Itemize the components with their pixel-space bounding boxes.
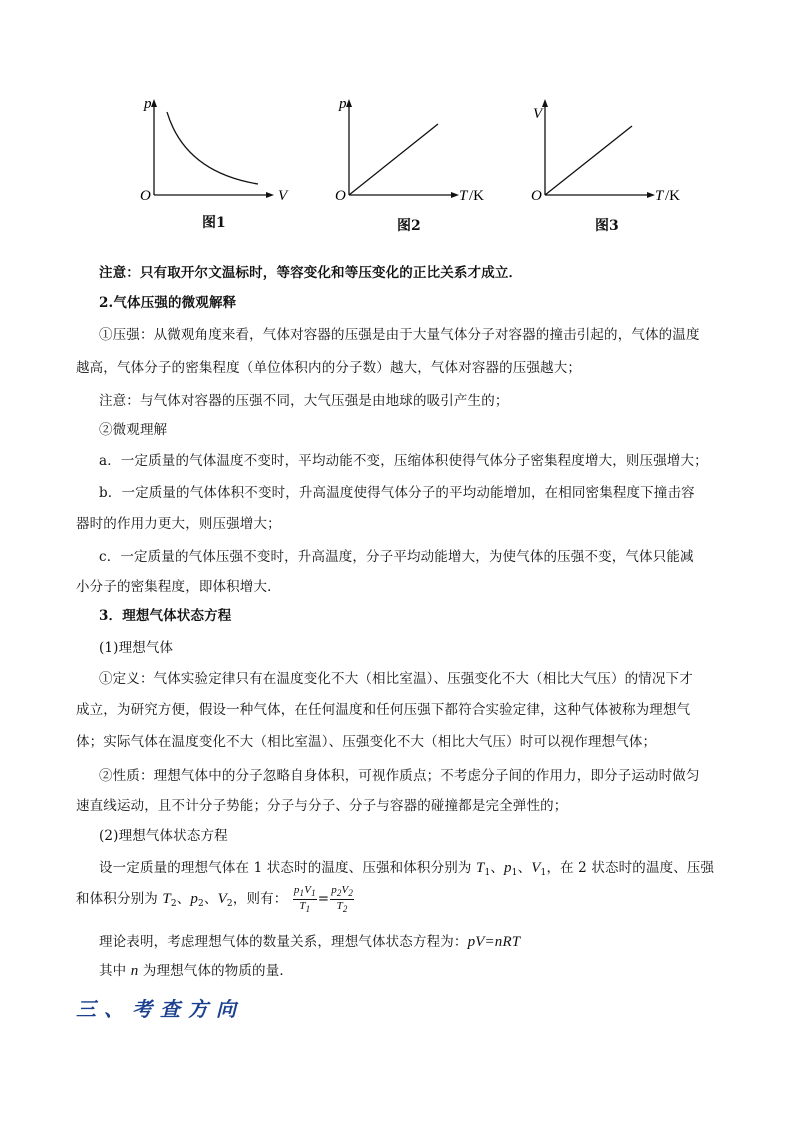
note-bold: 注意：只有取开尔文温标时，等容变化和等压变化的正比关系才成立．: [99, 265, 523, 281]
para-equation-title: (2)理想气体状态方程: [99, 828, 228, 844]
isochore-line: [349, 124, 438, 195]
figure-2-graph: [335, 92, 495, 207]
y-arrow-icon: [542, 99, 548, 107]
x-arrow-icon: [647, 192, 655, 198]
para-c-1: c．一定质量的气体压强不变时，升高温度，分子平均动能增大，为使气体的压强不变，气体只能减: [99, 549, 694, 565]
para-pressure-1: ①压强：从微观角度来看，气体对容器的压强是由于大量气体分子对容器的撞击引起的，气体的温度: [99, 327, 700, 343]
x-axis-unit: /K: [469, 188, 484, 204]
para-definition-2: 成立，为研究方便，假设一种气体，在任何温度和任何压强下都符合实验定律，这种气体被称为理想气: [76, 702, 691, 718]
figure-3-caption: 图3: [595, 218, 619, 234]
heading-2: 2.气体压强的微观解释: [99, 295, 237, 311]
origin-label: O: [531, 188, 542, 204]
para-property-1: ②性质：理想气体中的分子忽略自身体积，可视作质点；不考虑分子间的作用力，即分子运动时做匀: [99, 768, 700, 784]
para-definition-1: ①定义：气体实验定律只有在温度变化不大（相比室温）、压强变化不大（相比大气压）的情况下才: [99, 671, 693, 687]
section-title: 三、考查方向: [76, 997, 244, 1021]
y-arrow-icon: [346, 99, 352, 107]
para-micro-title: ②微观理解: [99, 422, 168, 438]
para-a: a．一定质量的气体温度不变时，平均动能不变，压缩体积使得气体分子密集程度增大，则压强增大；: [99, 453, 708, 469]
figure-1-graph: [140, 92, 290, 207]
isotherm-curve: [167, 112, 258, 184]
para-state-1: 设一定质量的理想气体在 1 状态时的温度、压强和体积分别为 $T_1$、$p_1$、$V_1$，在 2 状态时的温度、压强: [99, 860, 715, 878]
equals-sign: =: [317, 891, 330, 907]
figure-1: [140, 92, 290, 231]
fraction-left: $\frac{p_1V_1}{T_1}$: [293, 884, 316, 914]
isobar-line: [545, 126, 632, 195]
para-c-2: 小分子的密集程度，即体积增大．: [76, 579, 281, 595]
para-b-2: 器时的作用力更大，则压强增大；: [76, 516, 281, 532]
origin-label: O: [335, 188, 346, 204]
y-axis-label: V: [533, 106, 543, 122]
figure-1-caption: 图1: [202, 215, 226, 231]
figure-3-graph: [531, 92, 691, 207]
x-axis-label: T: [459, 188, 468, 204]
figure-2-caption: 图2: [397, 218, 421, 234]
para-note: 注意：与气体对容器的压强不同，大气压强是由地球的吸引产生的；: [99, 393, 509, 409]
x-arrow-icon: [451, 192, 459, 198]
y-axis-label: p: [144, 96, 152, 112]
heading-3: 3．理想气体状态方程: [99, 608, 232, 624]
figure-3: [531, 92, 691, 234]
para-theory: 理论表明，考虑理想气体的数量关系，理想气体状态方程为：pV=nRT: [99, 934, 521, 950]
x-axis-label: T: [655, 188, 664, 204]
origin-label: O: [140, 188, 151, 204]
para-state-2: 和体积分别为 $T_2$、$p_2$、$V_2$，则有： $\frac{p_1V_1}{T_1}$ = $\frac{p_2V_2}{T_2}$: [76, 884, 354, 914]
para-property-2: 速直线运动，且不计分子势能；分子与分子、分子与容器的碰撞都是完全弹性的；: [76, 798, 568, 814]
para-b-1: b．一定质量的气体体积不变时，升高温度使得气体分子的平均动能增加，在相同密集程度下撞击容: [99, 485, 695, 501]
state-equation: pV=nRT: [467, 934, 521, 950]
para-ideal-gas: (1)理想气体: [99, 640, 174, 656]
x-axis-label: V: [278, 188, 288, 204]
fraction-right: $\frac{p_2V_2}{T_2}$: [331, 884, 354, 914]
y-arrow-icon: [151, 99, 157, 107]
y-axis-label: p: [339, 96, 347, 112]
x-axis-unit: /K: [665, 188, 680, 204]
para-pressure-2: 越高，气体分子的密集程度（单位体积内的分子数）越大，气体对容器的压强越大；: [76, 360, 582, 376]
figure-2: [335, 92, 495, 234]
x-arrow-icon: [266, 192, 274, 198]
para-definition-3: 体；实际气体在温度变化不大（相比室温）、压强变化不大（相比大气压）时可以视作理想气体；: [76, 734, 657, 750]
para-moles: 其中 n 为理想气体的物质的量．: [99, 963, 293, 979]
